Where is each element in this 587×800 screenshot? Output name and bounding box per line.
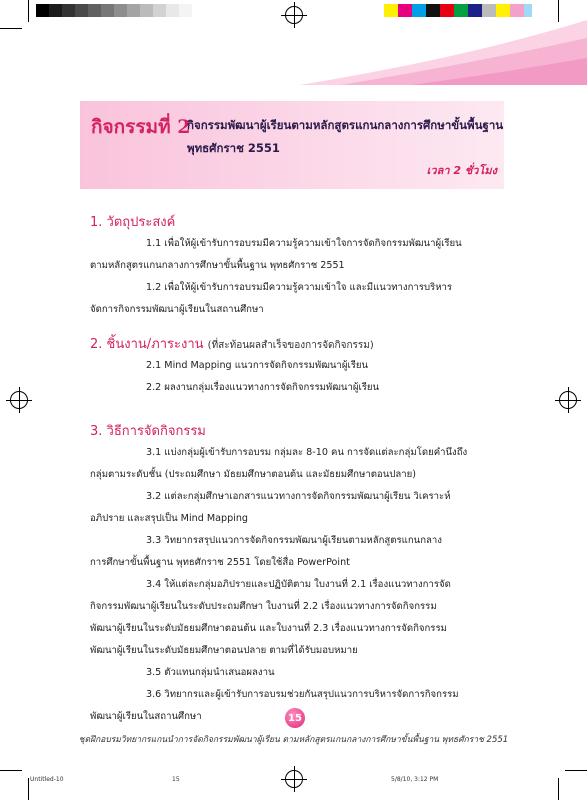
cmyk-color-bar (384, 4, 532, 17)
crop-mark (28, 0, 29, 22)
registration-mark-left (10, 391, 28, 409)
paragraph-line: พัฒนาผู้เรียนในสถานศึกษา (90, 711, 202, 722)
crop-mark (28, 778, 29, 800)
page-number-badge: 15 (285, 708, 305, 728)
paragraph-line: กลุ่มตามระดับชั้น (ประถมศึกษา มัธยมศึกษาตอนต้น และมัธยมศึกษาตอนปลาย) (90, 469, 416, 480)
paragraph-line: อภิปราย และสรุปเป็น Mind Mapping (90, 513, 249, 524)
paragraph-line: พัฒนาผู้เรียนในระดับมัธยมศึกษาตอนต้น และใบงานที่ 2.3 เรื่องแนวทางการจัดกิจกรรม (90, 623, 447, 634)
section-heading-text: 2. ชิ้นงาน/ภาระงาน (90, 337, 204, 352)
paragraph-line: กิจกรรมพัฒนาผู้เรียนในระดับประถมศึกษา ใบงานที่ 2.2 เรื่องแนวทางการจัดกิจกรรม (90, 601, 437, 612)
decorative-swoosh (300, 20, 587, 85)
paragraph-line: ตามหลักสูตรแกนกลางการศึกษาขั้นพื้นฐาน พุทธศักราช 2551 (90, 260, 345, 271)
crop-mark (0, 28, 22, 29)
paragraph-line: 3.2 แต่ละกลุ่มศึกษาเอกสารแนวทางการจัดกิจกรรมพัฒนาผู้เรียน วิเคราะห์ (146, 491, 451, 502)
crop-mark (558, 778, 559, 800)
paragraph-line: 1.2 เพื่อให้ผู้เข้ารับการอบรมมีความรู้ความเข้าใจ และมีแนวทางการบริหาร (146, 282, 453, 293)
paragraph-line: 3.1 แบ่งกลุ่มผู้เข้ารับการอบรม กลุ่มละ 8-10 คน การจัดแต่ละกลุ่มโดยคำนึงถึง (146, 447, 468, 458)
footer-text: ชุดฝึกอบรมวิทยากรแกนนำการจัดกิจกรรมพัฒนาผู้เรียน ตามหลักสูตรแกนกลางการศึกษาขั้นพื้นฐาน พุทธศักราช 2551 (78, 735, 509, 745)
activity-label: กิจกรรมที่ 2 (91, 116, 191, 138)
time-label: เวลา 2 ชั่วโมง (426, 164, 497, 177)
crop-mark (558, 0, 559, 22)
section-heading-note: (ที่สะท้อนผลสำเร็จของการจัดกิจกรรม) (207, 340, 374, 351)
slug-page: 15 (172, 776, 180, 783)
section-heading-objectives: 1. วัตถุประสงค์ (90, 215, 176, 230)
slug-file: Untitled-10 (30, 776, 64, 783)
paragraph-line: 3.6 วิทยากรและผู้เข้ารับการอบรมช่วยกันสรุปแนวการบริหารจัดการกิจกรรม (146, 689, 459, 700)
paragraph-line: 3.5 ตัวแทนกลุ่มนำเสนอผลงาน (146, 667, 275, 678)
paragraph-line: 2.2 ผลงานกลุ่มเรื่องแนวทางการจัดกิจกรรมพัฒนาผู้เรียน (146, 382, 380, 393)
section-heading-work (90, 333, 374, 354)
paragraph-line: 3.3 วิทยากรสรุปแนวการจัดกิจกรรมพัฒนาผู้เรียนตามหลักสูตรแกนกลาง (146, 535, 442, 546)
grayscale-color-bar (36, 4, 218, 17)
crop-mark (565, 770, 587, 771)
registration-mark-bottom (285, 770, 303, 788)
activity-title: กิจกรรมพัฒนาผู้เรียนตามหลักสูตรแกนกลางการศึกษาขั้นพื้นฐาน (187, 118, 504, 132)
activity-title-line2: พุทธศักราช 2551 (187, 141, 280, 155)
registration-mark-right (559, 391, 577, 409)
paragraph-line: 2.1 Mind Mapping แนวการจัดกิจกรรมพัฒนาผู้เรียน (146, 360, 369, 371)
slug-datetime: 5/8/10, 3:12 PM (391, 776, 439, 783)
paragraph-line: 3.4 ให้แต่ละกลุ่มอภิปรายและปฏิบัติตาม ใบงานที่ 2.1 เรื่องแนวทางการจัด (146, 579, 451, 590)
section-heading-methods: 3. วิธีการจัดกิจกรรม (90, 424, 206, 439)
crop-mark (0, 770, 22, 771)
paragraph-line: พัฒนาผู้เรียนในระดับมัธยมศึกษาตอนปลาย ตามที่ได้รับมอบหมาย (90, 645, 358, 656)
paragraph-line: 1.1 เพื่อให้ผู้เข้ารับการอบรมมีความรู้ความเข้าใจการจัดกิจกรรมพัฒนาผู้เรียน (146, 238, 462, 249)
paragraph-line: การศึกษาขั้นพื้นฐาน พุทธศักราช 2551 โดยใช้สื่อ PowerPoint (90, 557, 350, 568)
paragraph-line: จัดการกิจกรรมพัฒนาผู้เรียนในสถานศึกษา (90, 304, 264, 315)
